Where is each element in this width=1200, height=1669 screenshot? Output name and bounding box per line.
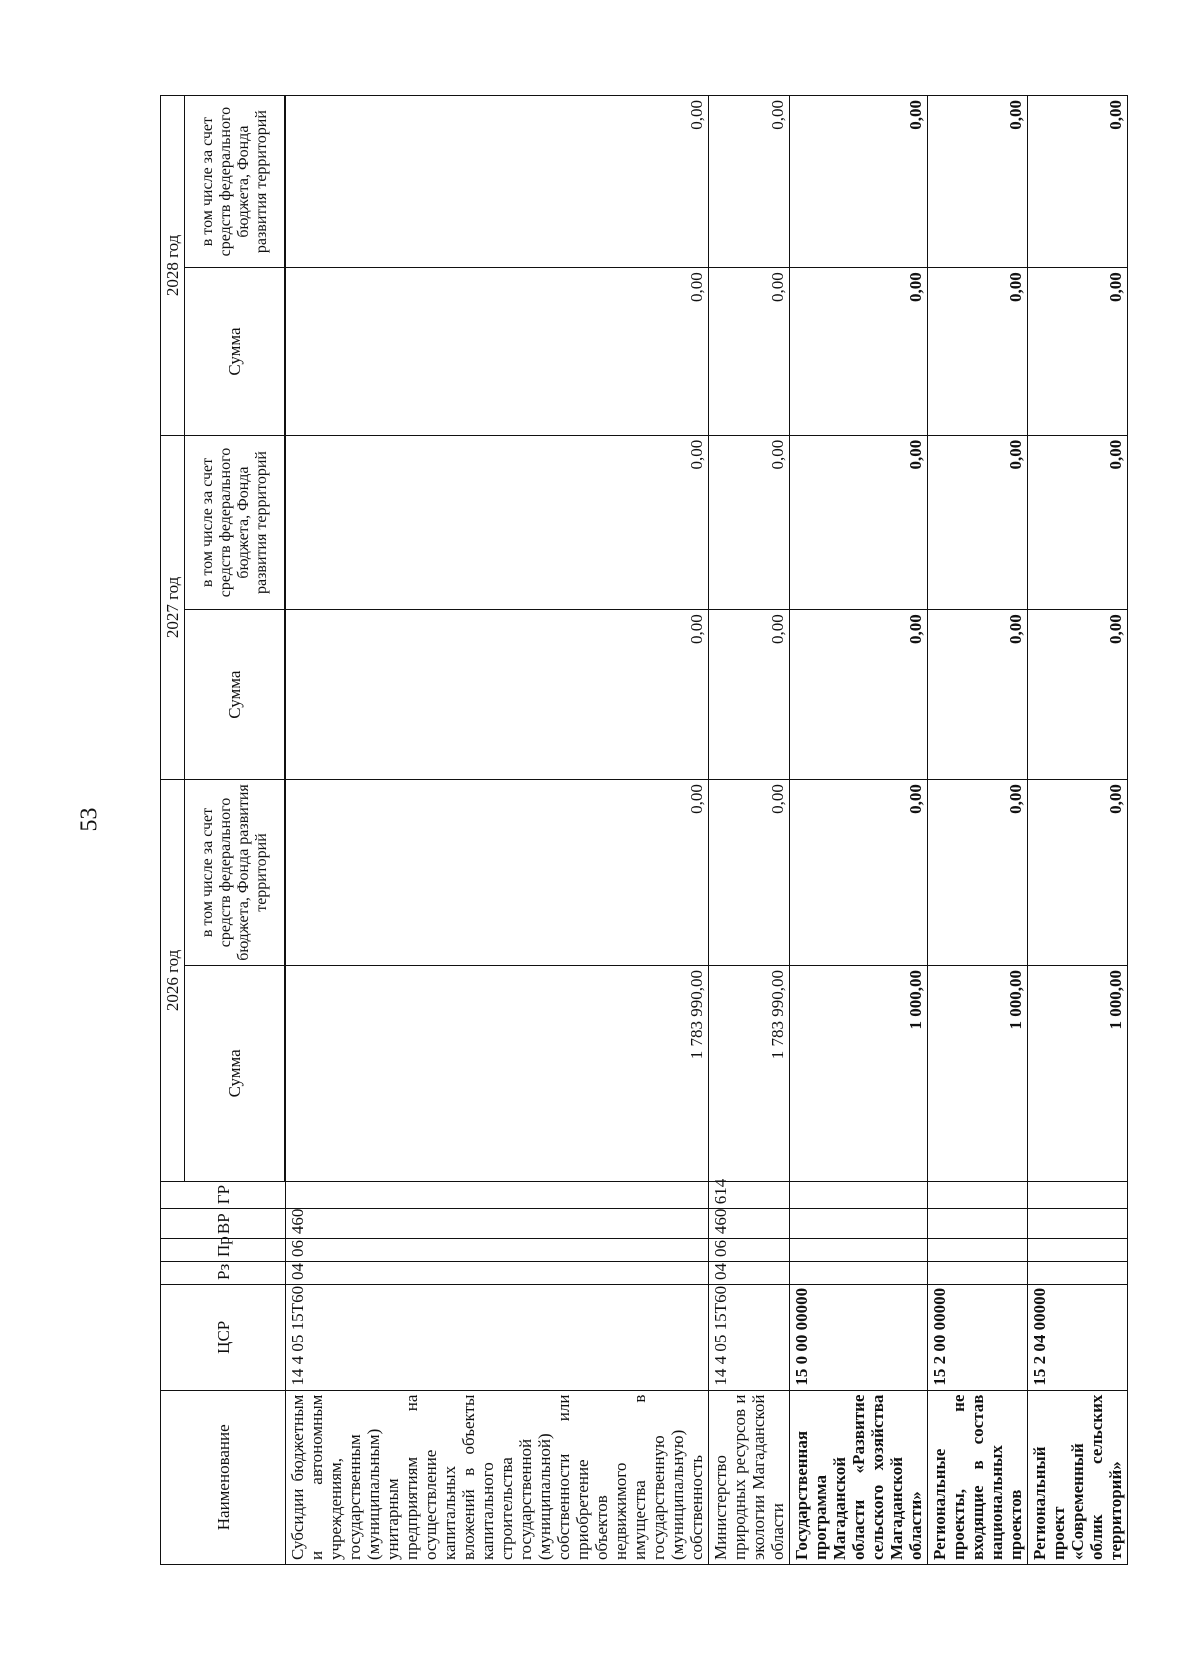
row-federal-2026: 0,00 (286, 780, 709, 966)
row-vr: 460 (709, 1209, 790, 1239)
row-rz (928, 1262, 1028, 1285)
row-rz (790, 1262, 928, 1285)
row-csr: 15 2 04 00000 (1028, 1284, 1128, 1390)
row-gr (286, 1181, 709, 1209)
row-vr: 460 (286, 1209, 709, 1239)
header-year-2027: 2027 год (161, 435, 185, 779)
row-federal-2027: 0,00 (286, 435, 709, 609)
row-federal-2027: 0,00 (928, 435, 1028, 609)
row-sum-2028: 0,00 (928, 268, 1028, 436)
row-name: Министерство природных ресурсов и экологии Магаданской области (709, 1390, 790, 1564)
row-gr (1028, 1181, 1128, 1209)
row-gr (928, 1181, 1028, 1209)
row-federal-2026: 0,00 (709, 780, 790, 966)
row-csr: 14 4 05 15Т60 (286, 1284, 709, 1390)
header-federal-2027: в том числе за счет средств федерального бюджета, Фонда развития территорий (185, 435, 285, 609)
row-federal-2028: 0,00 (928, 96, 1028, 268)
row-pr: 06 (709, 1239, 790, 1262)
row-sum-2028: 0,00 (1028, 268, 1128, 436)
row-name: Региональные проекты, не входящие в состав национальных проектов (928, 1390, 1028, 1564)
row-csr: 14 4 05 15Т60 (709, 1284, 790, 1390)
header-year-2028: 2028 год (161, 96, 185, 436)
header-vr: ВР (161, 1209, 286, 1239)
row-sum-2027: 0,00 (790, 610, 928, 780)
row-rz: 04 (709, 1262, 790, 1285)
header-year-2026: 2026 год (161, 780, 185, 1182)
header-sum-2027: Сумма (185, 610, 285, 780)
row-vr (790, 1209, 928, 1239)
table-row (709, 96, 790, 1565)
row-sum-2026: 1 000,00 (928, 965, 1028, 1181)
header-federal-2026: в том числе за счет средств федерального бюджета, Фонда развития территорий (185, 780, 285, 966)
header-rz: Рз (161, 1262, 286, 1285)
table-row (928, 96, 1028, 1565)
header-sum-2026: Сумма (185, 965, 285, 1181)
row-federal-2028: 0,00 (790, 96, 928, 268)
row-sum-2028: 0,00 (709, 268, 790, 436)
row-sum-2026: 1 000,00 (1028, 965, 1128, 1181)
header-gr: ГР (161, 1181, 286, 1209)
row-federal-2027: 0,00 (709, 435, 790, 609)
row-sum-2026: 1 000,00 (790, 965, 928, 1181)
row-gr: 614 (709, 1181, 790, 1209)
row-rz: 04 (286, 1262, 709, 1285)
row-sum-2027: 0,00 (709, 610, 790, 780)
row-federal-2028: 0,00 (709, 96, 790, 268)
row-sum-2026: 1 783 990,00 (709, 965, 790, 1181)
row-rz (1028, 1262, 1128, 1285)
rotated-table-container (160, 95, 1125, 1565)
row-sum-2027: 0,00 (928, 610, 1028, 780)
row-federal-2026: 0,00 (1028, 780, 1128, 966)
table-row (790, 96, 928, 1565)
row-federal-2028: 0,00 (286, 96, 709, 268)
row-sum-2028: 0,00 (790, 268, 928, 436)
row-name: Региональный проект «Современный облик сельских территорий» (1028, 1390, 1128, 1564)
row-name: Государственная программа Магаданской области «Развитие сельского хозяйства Магаданской области» (790, 1390, 928, 1564)
row-vr (928, 1209, 1028, 1239)
row-sum-2026: 1 783 990,00 (286, 965, 709, 1181)
row-sum-2028: 0,00 (286, 268, 709, 436)
header-pr: Пр (161, 1239, 286, 1262)
page-number: 53 (76, 807, 103, 832)
row-federal-2028: 0,00 (1028, 96, 1128, 268)
header-sum-2028: Сумма (185, 268, 285, 436)
header-name: Наименование (161, 1390, 286, 1564)
row-gr (790, 1181, 928, 1209)
row-federal-2026: 0,00 (928, 780, 1028, 966)
row-csr: 15 2 00 00000 (928, 1284, 1028, 1390)
row-pr (928, 1239, 1028, 1262)
row-sum-2027: 0,00 (1028, 610, 1128, 780)
row-pr: 06 (286, 1239, 709, 1262)
row-csr: 15 0 00 00000 (790, 1284, 928, 1390)
table-row (1028, 96, 1128, 1565)
row-name: Субсидии бюджетным и автономным учреждениям, государственным (муниципальным) унитарным предприятиям на осуществление капитальных вложений в объекты капитального строительства государственной (муниципальной) собственности или приобретение объектов недвижимого имущества в государственную (муниципальную) собственность (286, 1390, 709, 1564)
budget-table (160, 95, 1128, 1565)
header-csr: ЦСР (161, 1284, 286, 1390)
row-federal-2027: 0,00 (790, 435, 928, 609)
row-federal-2027: 0,00 (1028, 435, 1128, 609)
table-row (286, 96, 709, 1565)
row-pr (1028, 1239, 1128, 1262)
header-federal-2028: в том числе за счет средств федерального бюджета, Фонда развития территорий (185, 96, 285, 268)
row-vr (1028, 1209, 1128, 1239)
row-sum-2027: 0,00 (286, 610, 709, 780)
row-pr (790, 1239, 928, 1262)
row-federal-2026: 0,00 (790, 780, 928, 966)
